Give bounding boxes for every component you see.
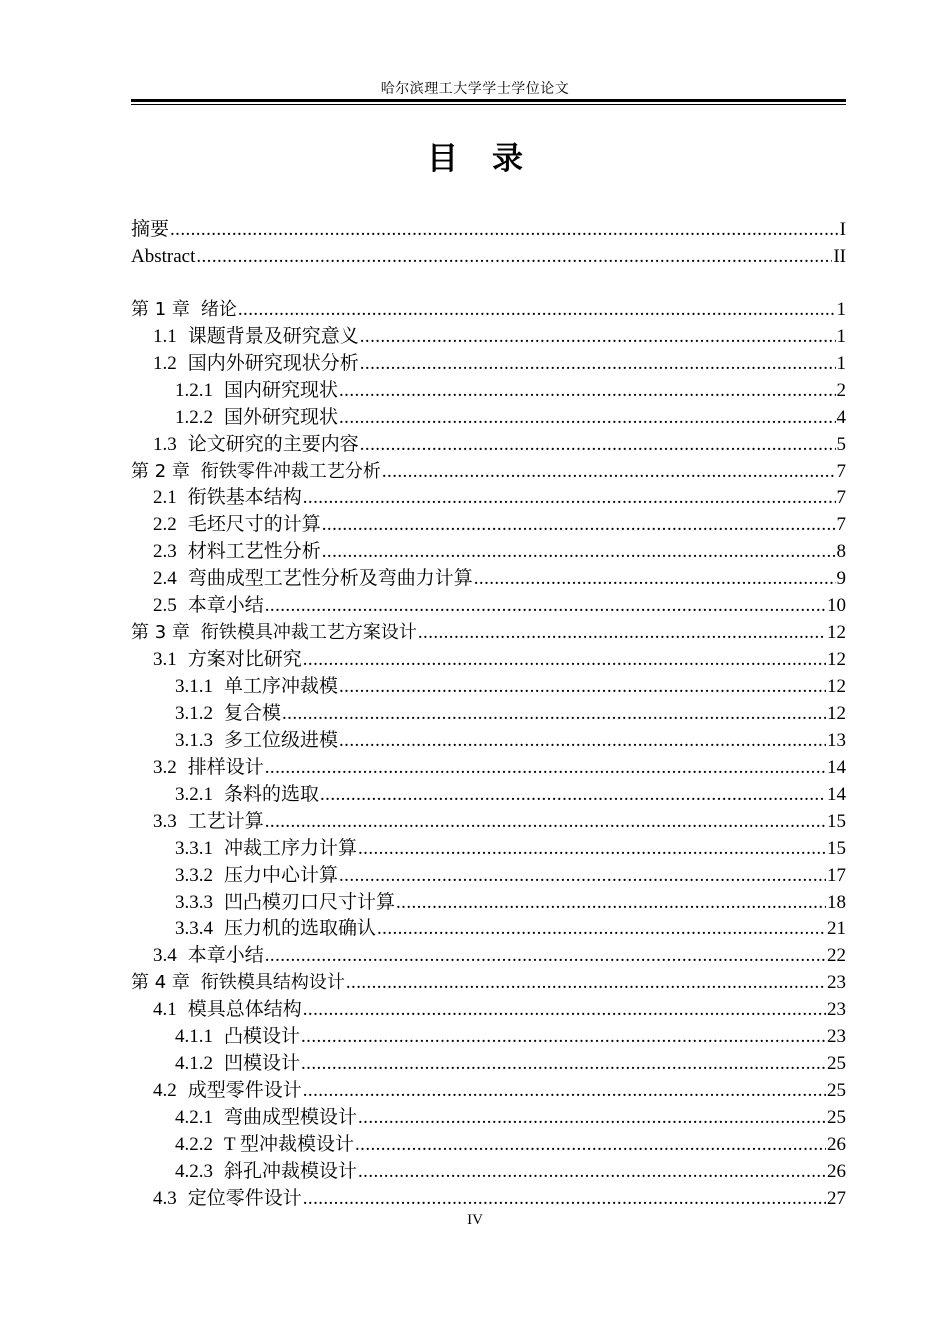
toc-leader-dots xyxy=(170,217,839,244)
toc-entry-number: 3.3.1 xyxy=(175,837,213,859)
toc-entry[interactable] xyxy=(131,755,846,782)
toc-entry-title: 方案对比研究 xyxy=(187,649,302,671)
toc-entry-page: II xyxy=(833,245,846,267)
toc-entry[interactable] xyxy=(131,485,846,512)
toc-entry-title: 弯曲成型工艺性分析及弯曲力计算 xyxy=(187,568,473,590)
toc-entry[interactable] xyxy=(131,1186,846,1213)
toc-entry-page: 18 xyxy=(827,891,846,913)
toc-entry-page: 23 xyxy=(827,1026,846,1048)
toc-entry[interactable] xyxy=(131,620,846,647)
toc-entry-number: 2.4 xyxy=(153,568,177,590)
toc-entry-page: 26 xyxy=(827,1133,846,1155)
toc-entry-number: 1.2.1 xyxy=(175,379,213,401)
toc-entry-number: 4.1.2 xyxy=(175,1053,213,1075)
toc-entry-number: 4.2 xyxy=(153,1080,177,1102)
toc-leader-dots xyxy=(196,244,832,271)
toc-entry-page: 14 xyxy=(827,756,846,778)
toc-entry[interactable] xyxy=(131,432,846,459)
toc-entry-title: 论文研究的主要内容 xyxy=(187,433,359,455)
toc-leader-dots xyxy=(355,1132,826,1159)
toc-leader-dots xyxy=(358,1105,826,1132)
toc-entry-page: 12 xyxy=(827,702,846,724)
toc-entry-title: 本章小结 xyxy=(187,945,264,967)
toc-entry-page: 1 xyxy=(836,298,846,320)
toc-leader-dots xyxy=(396,890,826,917)
toc-entry-title: 凹凸模刃口尺寸计算 xyxy=(224,891,396,913)
toc-entry-page: 22 xyxy=(827,945,846,967)
toc-entry-page: 7 xyxy=(836,487,846,509)
toc-leader-dots xyxy=(238,297,836,324)
toc-entry-page: 7 xyxy=(836,514,846,536)
toc-leader-dots xyxy=(339,378,835,405)
toc-entry-number: 3.1.1 xyxy=(175,676,213,697)
toc-entry-title: 工艺计算 xyxy=(187,810,264,832)
toc-entry[interactable] xyxy=(131,782,846,809)
toc-entry-title: 摘要 xyxy=(131,219,170,240)
toc-entry[interactable] xyxy=(131,701,846,728)
toc-entry-page: 9 xyxy=(836,568,846,590)
toc-entry-title: 国内外研究现状分析 xyxy=(187,352,359,374)
toc-leader-dots xyxy=(358,1159,826,1186)
toc-entry-number: 第 3 章 xyxy=(131,622,190,644)
toc-entry-page: 2 xyxy=(836,379,846,401)
toc-leader-dots xyxy=(265,755,826,782)
toc-entry[interactable] xyxy=(131,217,846,244)
toc-entry[interactable] xyxy=(131,997,846,1024)
toc-leader-dots xyxy=(265,593,826,620)
toc-entry-page: 21 xyxy=(827,918,846,940)
toc-entry-number: 2.5 xyxy=(153,595,177,617)
toc-entry-title: 成型零件设计 xyxy=(187,1080,302,1102)
toc-entry[interactable] xyxy=(131,970,846,997)
toc-leader-dots xyxy=(303,485,836,512)
toc-entry-title: 衔铁模具冲裁工艺方案设计 xyxy=(200,622,417,644)
toc-entry-number: 3.3 xyxy=(153,810,177,832)
toc-entry-page: 17 xyxy=(827,864,846,886)
toc-entry[interactable] xyxy=(131,809,846,836)
toc-entry-title: 多工位级进模 xyxy=(224,729,339,751)
toc-entry-page: 12 xyxy=(827,622,846,644)
toc-entry[interactable] xyxy=(131,674,846,701)
toc-entry-number: 第 1 章 xyxy=(131,298,190,320)
toc-entry-number: 4.2.2 xyxy=(175,1133,213,1155)
toc-entry-title: 凹模设计 xyxy=(224,1053,301,1075)
toc-leader-dots xyxy=(358,836,826,863)
toc-leader-dots xyxy=(339,674,826,701)
toc-leader-dots xyxy=(360,324,836,351)
toc-entry-number: 3.4 xyxy=(153,945,177,967)
toc-entry-page: 15 xyxy=(827,837,846,859)
toc-leader-dots xyxy=(322,539,836,566)
toc-entry-page: 7 xyxy=(836,460,846,482)
toc-entry-page: 27 xyxy=(827,1187,846,1209)
toc-entry[interactable] xyxy=(131,836,846,863)
toc-entry-page: 23 xyxy=(827,999,846,1021)
toc-entry-title: 绪论 xyxy=(200,298,237,320)
table-of-contents xyxy=(131,217,846,1213)
toc-entry-number: 3.1.3 xyxy=(175,729,213,751)
toc-entry[interactable] xyxy=(131,890,846,917)
toc-entry-number: 第 2 章 xyxy=(131,460,190,482)
toc-entry[interactable] xyxy=(131,647,846,674)
toc-entry-title: 复合模 xyxy=(224,702,282,724)
toc-leader-dots xyxy=(303,1078,826,1105)
toc-entry[interactable] xyxy=(131,1132,846,1159)
toc-entry[interactable] xyxy=(131,405,846,432)
toc-entry[interactable] xyxy=(131,943,846,970)
toc-entry-title: 本章小结 xyxy=(187,595,264,617)
toc-entry-title: 衔铁零件冲裁工艺分析 xyxy=(200,460,381,482)
toc-entry-title: 衔铁基本结构 xyxy=(187,487,302,509)
running-header: 哈尔滨理工大学学士学位论文 xyxy=(380,82,570,97)
toc-entry[interactable] xyxy=(131,1159,846,1186)
toc-entry[interactable] xyxy=(131,512,846,539)
toc-entry-number: 1.3 xyxy=(153,433,177,455)
toc-entry[interactable] xyxy=(131,1078,846,1105)
toc-entry-title: 国内研究现状 xyxy=(224,379,339,401)
toc-entry-page: 1 xyxy=(836,352,846,374)
toc-entry-number: 4.1.1 xyxy=(175,1026,213,1048)
toc-entry-page: 10 xyxy=(827,595,846,617)
toc-entry-page: 4 xyxy=(836,406,846,428)
toc-entry-number: 3.3.3 xyxy=(175,891,213,913)
toc-entry-title: 毛坯尺寸的计算 xyxy=(187,514,321,536)
page-number: IV xyxy=(467,1212,483,1228)
toc-entry-title: 斜孔冲裁模设计 xyxy=(224,1160,358,1182)
toc-entry-page: 23 xyxy=(827,972,846,994)
toc-entry-number: 3.1 xyxy=(153,649,177,671)
toc-leader-dots xyxy=(418,620,826,647)
toc-entry[interactable] xyxy=(131,351,846,378)
toc-leader-dots xyxy=(339,863,826,890)
toc-entry-page: I xyxy=(839,219,846,240)
toc-entry-page: 1 xyxy=(836,325,846,347)
toc-entry-number: 4.2.3 xyxy=(175,1160,213,1182)
header-rule-thin xyxy=(131,104,846,105)
toc-leader-dots xyxy=(339,405,835,432)
toc-entry-title: 国外研究现状 xyxy=(224,406,339,428)
toc-entry-title: 衔铁模具结构设计 xyxy=(200,972,345,994)
toc-entry[interactable] xyxy=(131,297,846,324)
toc-leader-dots xyxy=(265,943,826,970)
toc-entry-page: 13 xyxy=(827,729,846,751)
toc-leader-dots xyxy=(265,809,826,836)
toc-entry[interactable] xyxy=(131,1024,846,1051)
toc-entry[interactable] xyxy=(131,244,846,271)
toc-entry-number: 1.1 xyxy=(153,325,177,347)
toc-entry-number: 4.2.1 xyxy=(175,1107,213,1128)
toc-entry[interactable] xyxy=(131,1051,846,1078)
toc-entry-page: 5 xyxy=(836,433,846,455)
toc-entry-title: 弯曲成型模设计 xyxy=(224,1107,358,1128)
toc-entry-page: 25 xyxy=(827,1107,846,1128)
toc-entry-title: 单工序冲裁模 xyxy=(224,676,339,697)
toc-entry-title: 材料工艺性分析 xyxy=(187,541,321,563)
toc-leader-dots xyxy=(322,512,836,539)
toc-entry-title: 条料的选取 xyxy=(224,783,320,805)
toc-entry-number: 2.2 xyxy=(153,514,177,536)
toc-leader-dots xyxy=(282,701,826,728)
toc-entry-page: 25 xyxy=(827,1080,846,1102)
toc-entry-number: 第 4 章 xyxy=(131,972,190,994)
toc-entry-number: 1.2 xyxy=(153,352,177,374)
toc-entry-number: 1.2.2 xyxy=(175,406,213,428)
toc-entry-page: 14 xyxy=(827,783,846,805)
toc-entry[interactable] xyxy=(131,459,846,486)
toc-entry-page: 12 xyxy=(827,649,846,671)
toc-entry-page: 25 xyxy=(827,1053,846,1075)
toc-entry-number: 4.1 xyxy=(153,999,177,1021)
toc-entry-number: 3.2 xyxy=(153,756,177,778)
toc-entry-title: 排样设计 xyxy=(187,756,264,778)
toc-leader-dots xyxy=(382,459,836,486)
toc-entry[interactable] xyxy=(131,324,846,351)
toc-leader-dots xyxy=(360,432,836,459)
toc-entry-title: Abstract xyxy=(131,245,196,267)
toc-entry[interactable] xyxy=(131,378,846,405)
toc-entry[interactable] xyxy=(131,863,846,890)
toc-leader-dots xyxy=(339,728,826,755)
toc-entry-title: 课题背景及研究意义 xyxy=(187,325,359,347)
toc-entry-number: 3.3.2 xyxy=(175,864,213,886)
toc-entry-number: 3.2.1 xyxy=(175,783,213,805)
toc-entry-number: 3.1.2 xyxy=(175,702,213,724)
toc-entry-number: 2.1 xyxy=(153,487,177,509)
toc-entry-page: 12 xyxy=(827,676,846,697)
toc-entry-page: 15 xyxy=(827,810,846,832)
toc-entry-number: 2.3 xyxy=(153,541,177,563)
toc-leader-dots xyxy=(474,566,836,593)
toc-entry-title: 冲裁工序力计算 xyxy=(224,837,358,859)
toc-entry-page: 26 xyxy=(827,1160,846,1182)
header-rule-thick xyxy=(131,99,846,102)
toc-leader-dots xyxy=(303,997,826,1024)
toc-leader-dots xyxy=(301,1051,826,1078)
toc-entry[interactable] xyxy=(131,539,846,566)
toc-leader-dots xyxy=(301,1024,826,1051)
toc-entry[interactable] xyxy=(131,916,846,943)
toc-entry-title: 定位零件设计 xyxy=(187,1187,302,1209)
toc-leader-dots xyxy=(320,782,826,809)
toc-entry[interactable] xyxy=(131,593,846,620)
toc-leader-dots xyxy=(360,351,836,378)
toc-entry[interactable] xyxy=(131,728,846,755)
toc-entry-title: 压力中心计算 xyxy=(224,864,339,886)
toc-entry-title: 压力机的选取确认 xyxy=(224,918,377,940)
toc-entry-title: 凸模设计 xyxy=(224,1026,301,1048)
toc-leader-dots xyxy=(346,970,826,997)
toc-entry[interactable] xyxy=(131,566,846,593)
toc-entry-title: 模具总体结构 xyxy=(187,999,302,1021)
toc-entry-title: T 型冲裁模设计 xyxy=(224,1133,355,1155)
toc-entry-number: 3.3.4 xyxy=(175,918,213,940)
toc-entry-number: 4.3 xyxy=(153,1187,177,1209)
toc-entry[interactable] xyxy=(131,1105,846,1132)
toc-leader-dots xyxy=(303,1186,826,1213)
toc-leader-dots xyxy=(303,647,826,674)
page-title: 目录 xyxy=(427,141,557,177)
toc-leader-dots xyxy=(377,916,826,943)
toc-entry-page: 8 xyxy=(836,541,846,563)
